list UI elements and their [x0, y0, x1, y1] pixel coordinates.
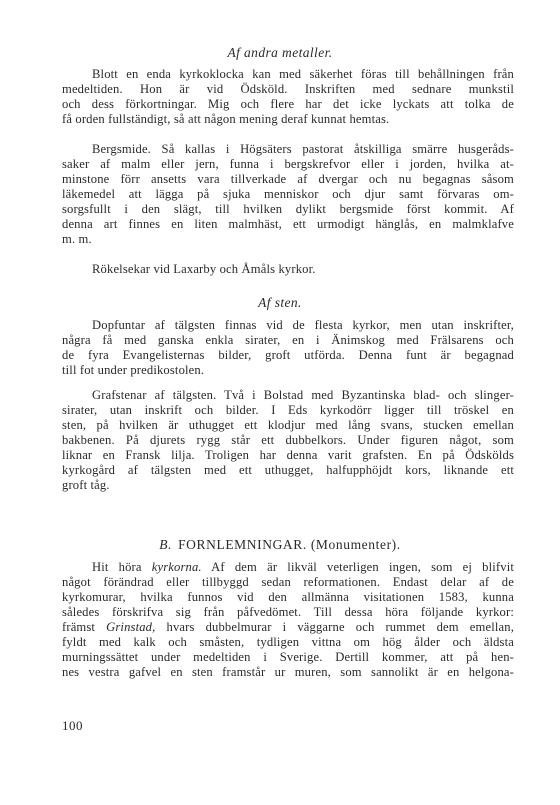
text-line: medeltiden. Hon är vid Ödsköld. Inskriften med sednare munkstil — [62, 82, 514, 96]
text-line: nes vestra gafvel en sten framstår ur muren, som sannolikt är en helgona- — [62, 665, 514, 679]
text-line: de fyra Evangelisternas bilder, groft utförda. Denna funt är begagnad — [62, 348, 514, 362]
text-line: således förskrifva sig från påfvedömet. Till dessa höra följande kyrkor: — [62, 605, 514, 619]
text-line: Dopfuntar af tälgsten finnas vid de flesta kyrkor, men utan inskrifter, — [92, 318, 514, 332]
text-line: liknar en Fransk lilja. Troligen har denna varit grafsten. En på Ödskölds — [62, 448, 514, 462]
text-line: något förändrad eller tillbyggd sedan reformationen. Endast delar af de — [62, 575, 514, 589]
emphasis: Grinstad, — [106, 620, 156, 634]
text-line: fyldt med kalk och småsten, tydligen vittna om hög ålder och äldsta — [62, 635, 514, 649]
text-line: och dess förkortningar. Mig och flere har det icke lyckats att tolka de — [62, 97, 514, 111]
text-line: Grafstenar af tälgsten. Två i Bolstad med Byzantinska blad- och slinger- — [92, 388, 514, 402]
text-line: kyrkomurar, hvilka funnos vid den allmänna visitationen 1583, kunna — [62, 590, 514, 604]
text-line: denna art finnes en liten malmhäst, ett urmodigt hänglås, en malmklafve — [62, 217, 514, 231]
text-line: minstone förr ansetts vara tillverkade af dvergar och nu begagnas såsom — [62, 172, 514, 186]
text-line: läkemedel att lägga på sjuka menniskor och djur samt förvaras om- — [62, 187, 514, 201]
text-line: sten, på hvilken är uthugget ett klodjur med lång svans, stucken emellan — [62, 418, 514, 432]
emphasis: kyrkorna. — [151, 560, 202, 574]
text-line: kyrkogård af tälgsten med ett uthugget, halfupphöjdt kors, liknande ett — [62, 463, 514, 477]
text-line: Blott en enda kyrkoklocka kan med säkerhet föras till behållningen från — [92, 67, 514, 81]
section-letter: B. — [159, 537, 173, 552]
text-line: m. m. — [62, 232, 92, 246]
section-heading-other-metals: Af andra metaller. — [227, 45, 333, 60]
text-line: främst Grinstad, hvars dubbelmurar i väggarne och rummet dem emellan, — [62, 620, 514, 634]
page-number: 100 — [62, 718, 83, 733]
section-title: FORNLEMNINGAR. (Monumenter). — [178, 537, 401, 552]
text-line: Bergsmide. Så kallas i Högsäters pastorat åtskilliga smärre husgeråds- — [92, 142, 514, 156]
text-line: groft tåg. — [62, 478, 110, 492]
section-heading-stone: Af sten. — [258, 295, 302, 310]
text-line: bakbenen. På djurets rygg står ett dubbelkors. Under figuren något, som — [62, 433, 514, 447]
text-line: några få med ganska enkla sirater, en i Änimskog med Frälsarens och — [62, 333, 514, 347]
text-line: sirater, utan inskrift och bilder. I Eds kyrkodörr ligger till tröskel en — [62, 403, 514, 417]
text-line: Rökelsekar vid Laxarby och Åmåls kyrkor. — [92, 262, 316, 276]
text-line: murningssättet under medeltiden i Sverige. Dertill kommer, att på hen- — [62, 650, 514, 664]
section-heading-monuments — [0, 537, 560, 553]
text-line: till fot under predikostolen. — [62, 363, 205, 377]
text-line: Hit höra kyrkorna. Af dem är likväl veterligen ingen, som ej blifvit — [92, 560, 515, 574]
text-line: få orden fullständigt, så att någon mening deraf kunnat hemtas. — [62, 112, 390, 126]
text-line: sorgsfullt i den slägt, till hvilken dylikt bergsmide först kommit. Af — [62, 202, 514, 216]
text-line: saker af malm eller jern, funna i bergskrefvor eller i jorden, hvilka at- — [62, 157, 514, 171]
